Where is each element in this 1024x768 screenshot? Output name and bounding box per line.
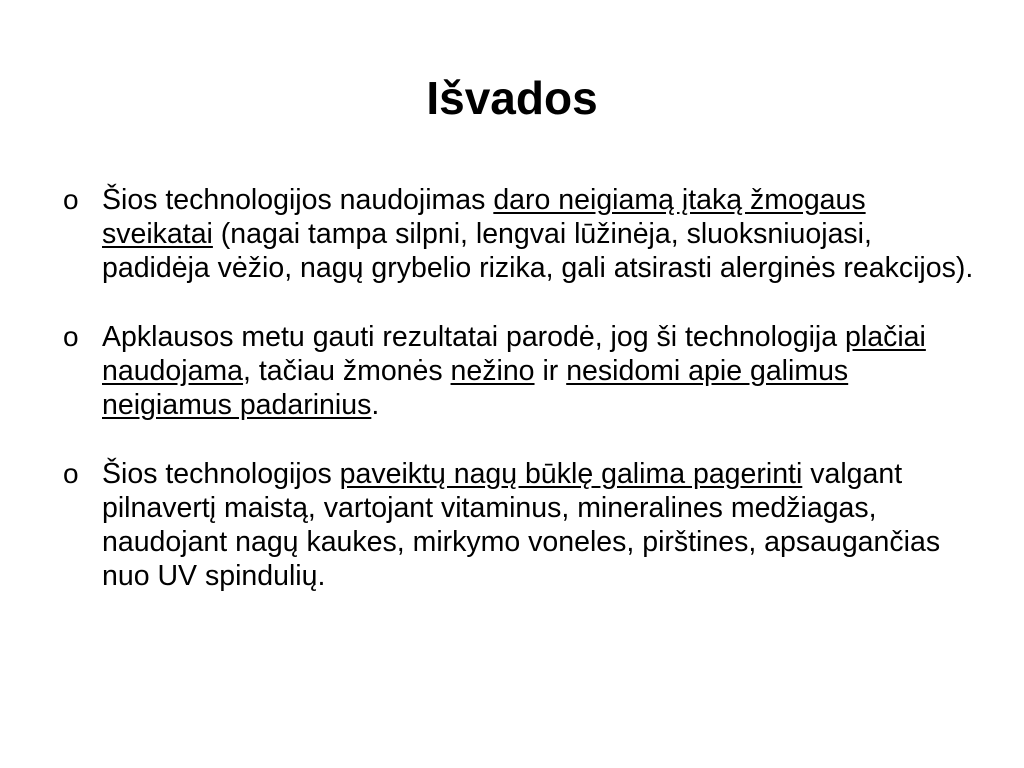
bullet-marker-icon: o xyxy=(63,184,79,215)
bullet-marker-icon: o xyxy=(63,321,79,352)
text-segment: Šios technologijos naudojimas xyxy=(102,184,494,216)
text-segment: . xyxy=(371,389,380,421)
underlined-segment: daro neigiamą įtaką žmogaus sveikatai xyxy=(102,184,866,250)
text-segment: ir xyxy=(534,355,567,387)
bullet-text xyxy=(102,458,940,592)
text-segment: Apklausos metu gauti rezultatai parodė, jog ši technologija xyxy=(102,321,846,353)
bullet-item xyxy=(60,457,975,593)
underlined-segment: paveiktų nagų būklę galima pagerinti xyxy=(339,458,803,490)
underlined-segment: nesidomi apie galimus neigiamus padarinius xyxy=(102,355,849,421)
underlined-segment: nežino xyxy=(450,355,535,387)
slide-title: Išvados xyxy=(426,72,598,124)
bullet-text xyxy=(102,321,926,421)
bullet-item xyxy=(60,320,975,422)
underlined-segment: plačiai naudojama xyxy=(102,321,926,387)
text-segment: , tačiau žmonės xyxy=(243,355,451,387)
text-segment: Šios technologijos xyxy=(102,458,340,490)
bullet-item xyxy=(60,183,975,285)
text-segment: (nagai tampa silpni, lengvai lūžinėja, sluoksniuojasi, padidėja vėžio, nagų grybelio rizika, gali atsirasti alerginės reakcijos). xyxy=(102,218,974,284)
text-segment: valgant pilnavertį maistą, vartojant vitaminus, mineralines medžiagas, naudojant nagų kaukes, mirkymo voneles, pirštines, apsaugančias nuo UV spindulių. xyxy=(102,458,941,592)
bullet-text xyxy=(102,184,973,284)
bullet-marker-icon: o xyxy=(63,458,79,489)
bullet-list xyxy=(60,183,975,628)
